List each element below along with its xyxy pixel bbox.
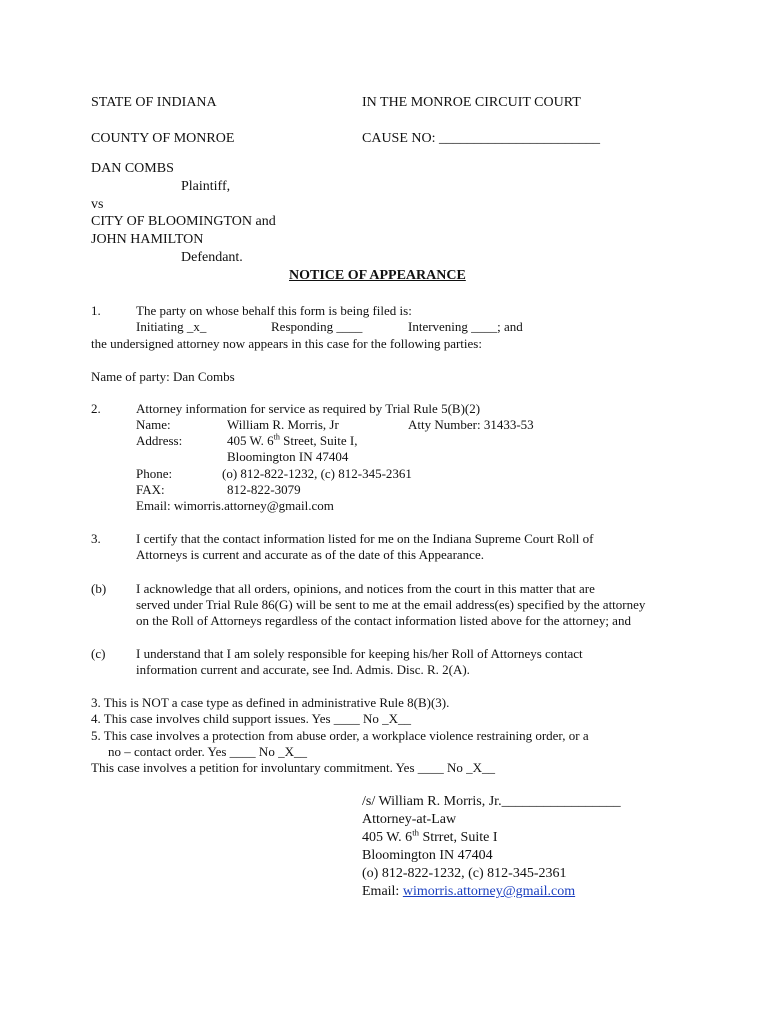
- plaintiff-role: Plaintiff,: [181, 179, 231, 194]
- signature-phone: (o) 812-822-1232, (c) 812-345-2361: [362, 866, 567, 881]
- section-b-line-3: on the Roll of Attorneys regardless of the contact information listed above for the attorney; and: [136, 613, 631, 628]
- intervening-option: Intervening ____; and: [408, 319, 523, 334]
- section-3-line-2: Attorneys is current and accurate as of the date of this Appearance.: [136, 547, 484, 562]
- name-label: Name:: [136, 417, 171, 432]
- signature-email-link[interactable]: wimorris.attorney@gmail.com: [402, 884, 576, 899]
- list-item-5-line-2: no – contact order. Yes ____ No _X__: [108, 744, 307, 759]
- phone-value: (o) 812-822-1232, (c) 812-345-2361: [222, 466, 412, 481]
- signature-address: 405 W. 6th Strret, Suite I: [362, 827, 498, 845]
- section-b-number: (b): [91, 581, 107, 596]
- section-2-heading: Attorney information for service as required by Trial Rule 5(B)(2): [136, 401, 481, 416]
- versus: vs: [91, 197, 104, 212]
- county-label: COUNTY OF MONROE: [91, 131, 235, 146]
- fax-value: 812-822-3079: [227, 482, 301, 497]
- section-c-line-1: I understand that I am solely responsible for keeping his/her Roll of Attorneys contact: [136, 646, 583, 661]
- cause-number: CAUSE NO: _______________________: [362, 131, 601, 146]
- court-label: IN THE MONROE CIRCUIT COURT: [362, 95, 581, 110]
- list-item-3: 3. This is NOT a case type as defined in administrative Rule 8(B)(3).: [91, 695, 450, 710]
- list-item-4: 4. This case involves child support issues. Yes ____ No _X__: [91, 711, 412, 726]
- address-value: 405 W. 6th Street, Suite I,: [227, 432, 358, 448]
- signature-title: Attorney-at-Law: [362, 812, 457, 827]
- initiating-option: Initiating _x_: [136, 319, 207, 334]
- plaintiff-name: DAN COMBS: [91, 161, 174, 176]
- section-c-number: (c): [91, 646, 106, 661]
- section-3-number: 3.: [91, 531, 101, 546]
- responding-option: Responding ____: [271, 319, 363, 334]
- list-item-5-line-1: 5. This case involves a protection from abuse order, a workplace violence restraining order, or a: [91, 728, 589, 743]
- phone-label: Phone:: [136, 466, 173, 481]
- atty-number: Atty Number: 31433-53: [408, 417, 534, 432]
- party-name-line: Name of party: Dan Combs: [91, 369, 235, 384]
- section-b-line-2: served under Trial Rule 86(G) will be sent to me at the email address(es) specified by the attorney: [136, 597, 646, 612]
- section-b-line-1: I acknowledge that all orders, opinions, and notices from the court in this matter that are: [136, 581, 595, 596]
- signature-email-line: [362, 885, 575, 899]
- section-2-number: 2.: [91, 401, 101, 416]
- address-label: Address:: [136, 433, 183, 448]
- name-value: William R. Morris, Jr: [227, 417, 339, 432]
- signature-line: /s/ William R. Morris, Jr._________________: [362, 794, 621, 809]
- defendant-line-2: JOHN HAMILTON: [91, 232, 204, 247]
- section-1-text: The party on whose behalf this form is being filed is:: [136, 303, 412, 318]
- signature-email-label: Email:: [362, 884, 403, 899]
- section-1-number: 1.: [91, 303, 101, 318]
- section-c-line-2: information current and accurate, see Ind. Admis. Disc. R. 2(A).: [136, 662, 470, 677]
- section-3-line-1: I certify that the contact information listed for me on the Indiana Supreme Court Roll of: [136, 531, 594, 546]
- state-label: STATE OF INDIANA: [91, 95, 217, 110]
- defendant-role: Defendant.: [181, 250, 243, 265]
- email-line: Email: wimorris.attorney@gmail.com: [136, 498, 334, 513]
- defendant-line-1: CITY OF BLOOMINGTON and: [91, 214, 276, 229]
- list-item-6: This case involves a petition for involuntary commitment. Yes ____ No _X__: [91, 760, 496, 775]
- section-1-continuation: the undersigned attorney now appears in this case for the following parties:: [91, 336, 482, 351]
- signature-city: Bloomington IN 47404: [362, 848, 493, 863]
- document-title: NOTICE OF APPEARANCE: [289, 268, 466, 283]
- address-line-2: Bloomington IN 47404: [227, 449, 349, 464]
- fax-label: FAX:: [136, 482, 165, 497]
